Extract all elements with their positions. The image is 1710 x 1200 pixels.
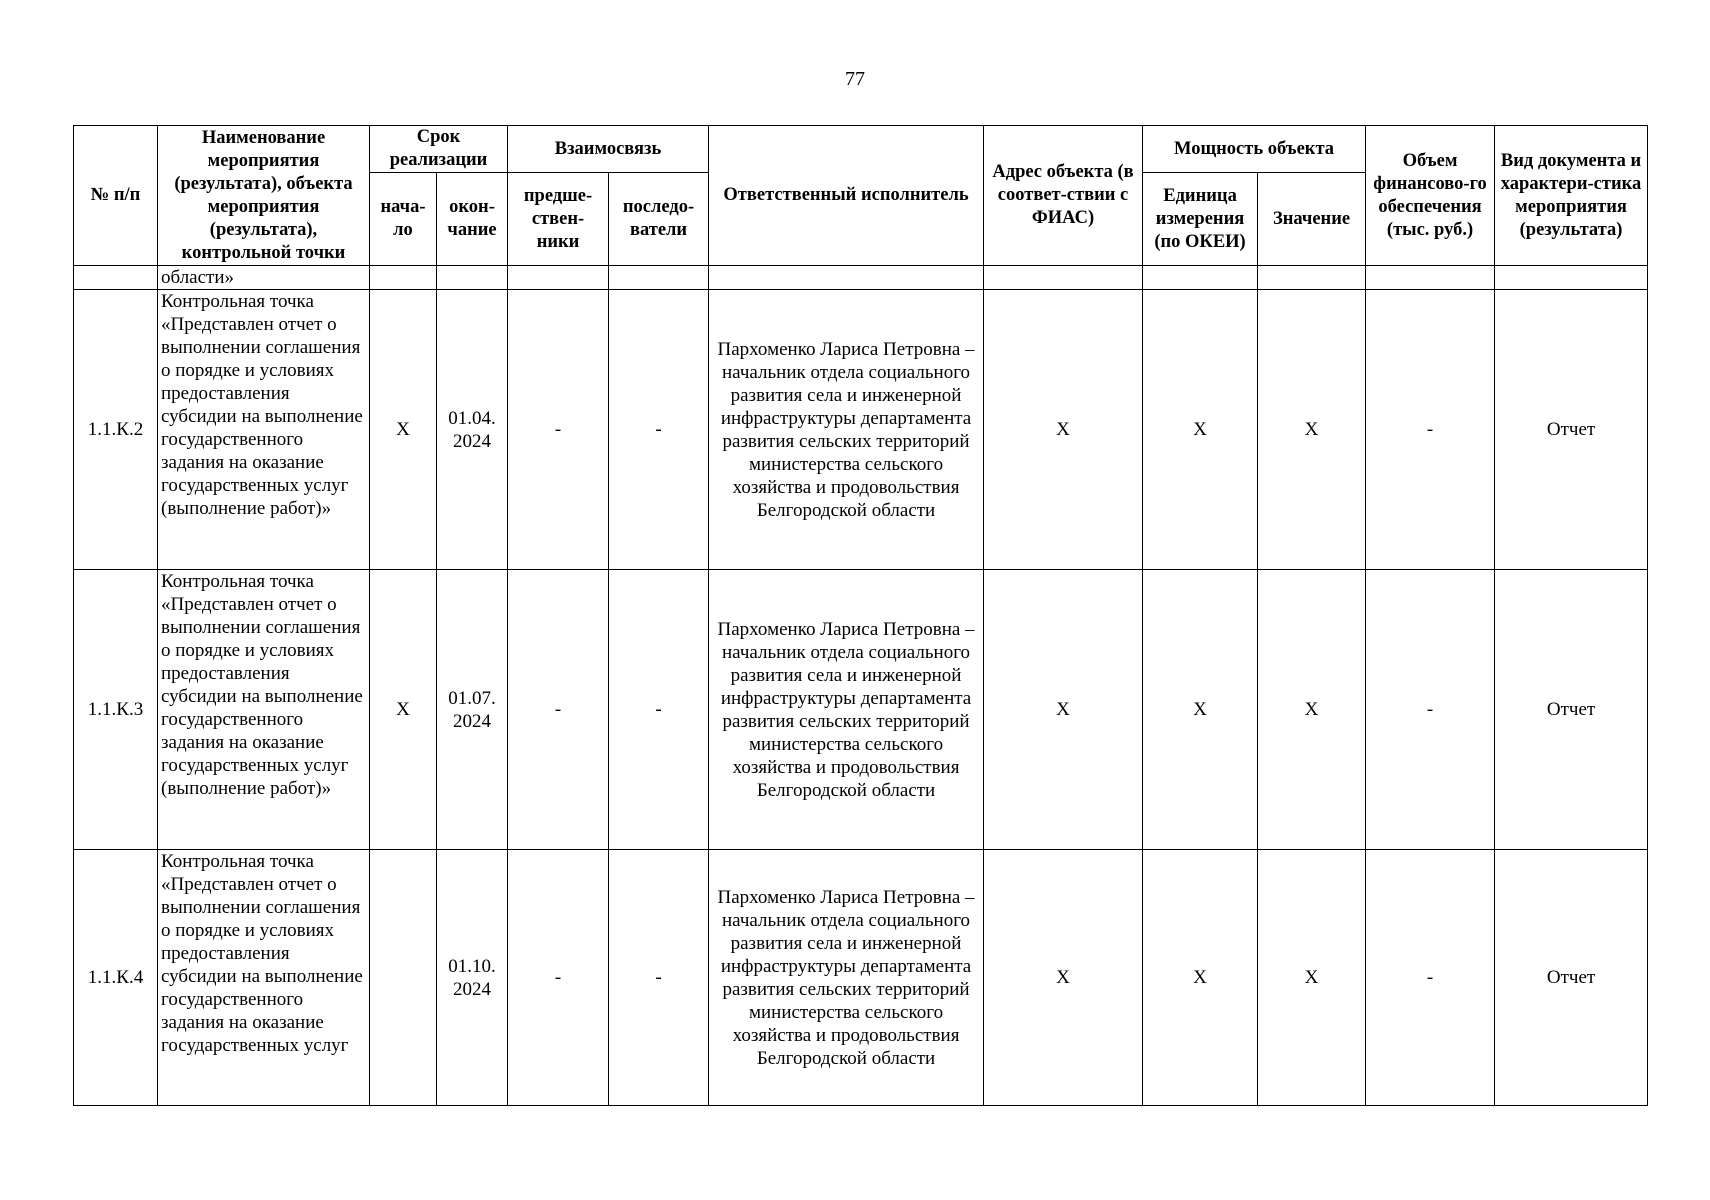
row-value: X bbox=[1258, 850, 1366, 1106]
row-value: X bbox=[1258, 290, 1366, 570]
table-row bbox=[74, 850, 1648, 1106]
row-prev: - bbox=[508, 290, 609, 570]
table-row bbox=[74, 290, 1648, 570]
row-prev: - bbox=[508, 570, 609, 850]
header-name: Наименование мероприятия (результата), объекта мероприятия (результата), контрольной точки bbox=[158, 126, 370, 266]
row-funding: - bbox=[1366, 850, 1495, 1106]
row-end: 01.04. 2024 bbox=[437, 290, 508, 570]
row-end: 01.10. 2024 bbox=[437, 850, 508, 1106]
row-next: - bbox=[609, 850, 709, 1106]
header-link-next: последо-ватели bbox=[609, 173, 709, 266]
row-address: X bbox=[984, 290, 1143, 570]
row-address: X bbox=[984, 570, 1143, 850]
row-responsible: Пархоменко Лариса Петровна – начальник отдела социального развития села и инженерной инфраструктуры департамента развития сельских территорий министерства сельского хозяйства и продовольствия Белгородской области bbox=[709, 570, 984, 850]
row-start bbox=[370, 850, 437, 1106]
plan-table bbox=[73, 125, 1648, 1106]
table-row-continuation bbox=[74, 266, 1648, 290]
row-doc: Отчет bbox=[1495, 570, 1648, 850]
row-start: X bbox=[370, 570, 437, 850]
row-unit: X bbox=[1143, 850, 1258, 1106]
row-end: 01.07. 2024 bbox=[437, 570, 508, 850]
table-row bbox=[74, 570, 1648, 850]
row-unit: X bbox=[1143, 570, 1258, 850]
header-link: Взаимосвязь bbox=[508, 126, 709, 173]
header-term-end: окон-чание bbox=[437, 173, 508, 266]
continuation-text: области» bbox=[158, 266, 370, 290]
row-unit: X bbox=[1143, 290, 1258, 570]
row-next: - bbox=[609, 290, 709, 570]
header-value: Значение bbox=[1258, 173, 1366, 266]
row-name: Контрольная точка «Представлен отчет о выполнении соглашения о порядке и условиях предоставления субсидии на выполнение государственного задания на оказание государственных услуг (выполнение работ)» bbox=[158, 570, 370, 850]
row-address: X bbox=[984, 850, 1143, 1106]
row-name: Контрольная точка «Представлен отчет о выполнении соглашения о порядке и условиях предоставления субсидии на выполнение государственного задания на оказание государственных услуг (выполнение работ)» bbox=[158, 290, 370, 570]
row-prev: - bbox=[508, 850, 609, 1106]
row-responsible: Пархоменко Лариса Петровна – начальник отдела социального развития села и инженерной инфраструктуры департамента развития сельских территорий министерства сельского хозяйства и продовольствия Белгородской области bbox=[709, 850, 984, 1106]
header-term-start: нача-ло bbox=[370, 173, 437, 266]
header-unit: Единица измерения (по ОКЕИ) bbox=[1143, 173, 1258, 266]
row-name: Контрольная точка «Представлен отчет о выполнении соглашения о порядке и условиях предоставления субсидии на выполнение государственного задания на оказание государственных услуг bbox=[158, 850, 370, 1106]
header-capacity: Мощность объекта bbox=[1143, 126, 1366, 173]
row-responsible: Пархоменко Лариса Петровна – начальник отдела социального развития села и инженерной инфраструктуры департамента развития сельских территорий министерства сельского хозяйства и продовольствия Белгородской области bbox=[709, 290, 984, 570]
header-num: № п/п bbox=[74, 126, 158, 266]
header-responsible: Ответственный исполнитель bbox=[709, 126, 984, 266]
row-num: 1.1.К.3 bbox=[74, 570, 158, 850]
row-funding: - bbox=[1366, 570, 1495, 850]
row-num: 1.1.К.2 bbox=[74, 290, 158, 570]
page-number: 77 bbox=[845, 68, 865, 90]
header-link-prev: предше-ствен-ники bbox=[508, 173, 609, 266]
row-num: 1.1.К.4 bbox=[74, 850, 158, 1106]
row-value: X bbox=[1258, 570, 1366, 850]
row-doc: Отчет bbox=[1495, 290, 1648, 570]
row-doc: Отчет bbox=[1495, 850, 1648, 1106]
header-doc: Вид документа и характери-стика мероприятия (результата) bbox=[1495, 126, 1648, 266]
row-funding: - bbox=[1366, 290, 1495, 570]
header-funding: Объем финансово-го обеспечения (тыс. руб.) bbox=[1366, 126, 1495, 266]
header-address: Адрес объекта (в соответ-ствии с ФИАС) bbox=[984, 126, 1143, 266]
row-start: X bbox=[370, 290, 437, 570]
row-next: - bbox=[609, 570, 709, 850]
header-term: Срок реализации bbox=[370, 126, 508, 173]
